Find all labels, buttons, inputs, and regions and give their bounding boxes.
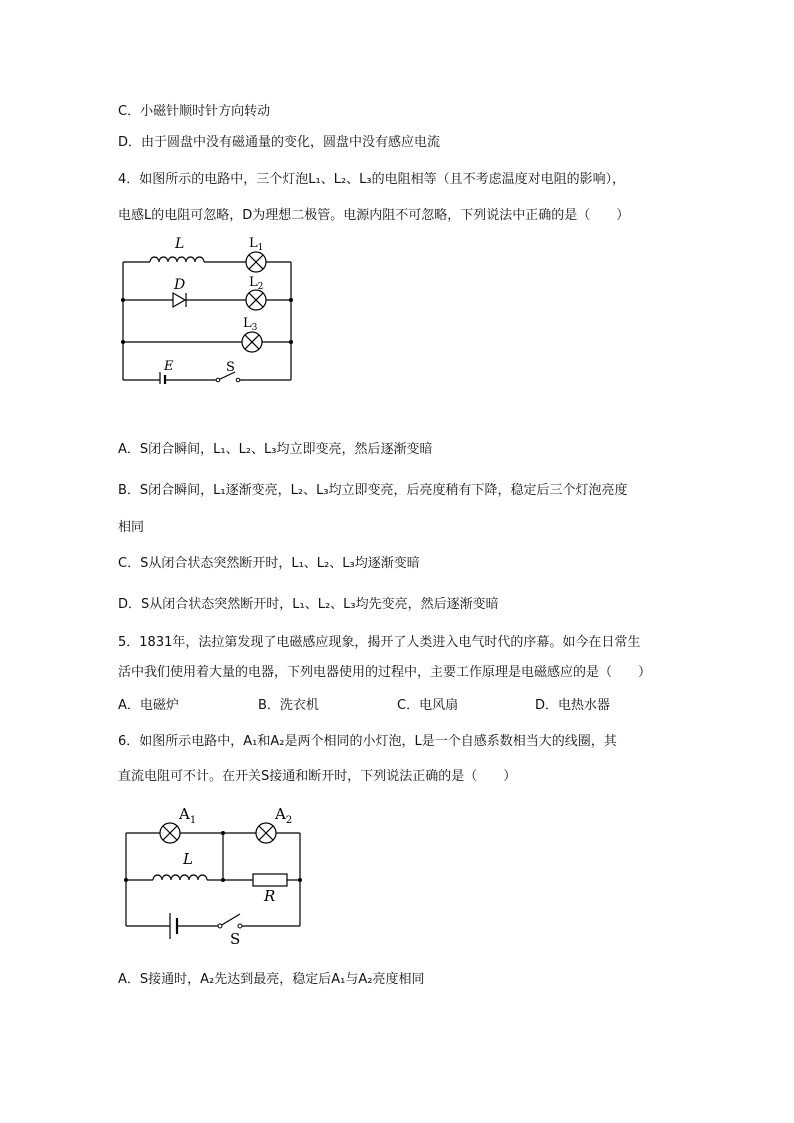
q4-label-lamp3-sub: 3 (251, 323, 258, 333)
q6-circuit-diagram (118, 800, 313, 950)
q6-label-inductor: L (183, 850, 193, 868)
q6-stem-line1: 6．如图所示电路中，A₁和A₂是两个相同的小灯泡，L是一个自感系数相当大的线圈，其 (118, 734, 617, 749)
q4-option-b-line2: 相同 (118, 520, 145, 535)
q6-label-lamp1-sub: 1 (189, 815, 197, 826)
q5-stem-line2: 活中我们使用着大量的电器，下列电器使用的过程中，主要工作原理是电磁感应的是（ ） (118, 665, 652, 680)
svg-text:A1 (178, 805, 196, 826)
q4-option-d: D．S从闭合状态突然断开时，L₁、L₂、L₃均先变亮，然后逐渐变暗 (118, 597, 499, 612)
q6-label-lamp1: A (179, 805, 190, 823)
svg-text:L2 (249, 275, 263, 292)
q4-label-switch: S (226, 360, 235, 375)
q6-label-lamp2: A (275, 805, 286, 823)
q5-stem-line1: 5．1831年，法拉第发现了电磁感应现象，揭开了人类进入电气时代的序幕。如今在日常生 (118, 635, 641, 650)
q6-label-lamp2-sub: 2 (285, 815, 293, 826)
svg-text:A2 (274, 805, 292, 826)
q5-option-b: B．洗衣机 (258, 698, 319, 713)
q4-stem-line1: 4．如图所示的电路中，三个灯泡L₁、L₂、L₃的电阻相等（且不考虑温度对电阻的影响）， (118, 172, 626, 187)
q6-resistor (253, 874, 287, 886)
q4-label-diode: D (174, 277, 186, 293)
q4-option-c: C．S从闭合状态突然断开时，L₁、L₂、L₃均逐渐变暗 (118, 556, 420, 571)
q4-option-a: A．S闭合瞬间，L₁、L₂、L₃均立即变亮，然后逐渐变暗 (118, 442, 433, 457)
q4-label-lamp3: L (243, 316, 252, 331)
q4-stem-line2: 电感L的电阻可忽略，D为理想二极管。电源内阻不可忽略，下列说法中正确的是（ ） (118, 208, 630, 223)
q5-option-d: D．电热水器 (535, 698, 611, 713)
q6-label-resistor: R (264, 887, 276, 905)
q3-option-c: C．小磁针顺时针方向转动 (118, 104, 271, 119)
q4-label-lamp2: L (249, 275, 258, 290)
q4-label-lamp1-sub: 1 (257, 243, 264, 253)
q5-option-c: C．电风扇 (397, 698, 459, 713)
q6-switch-arm (220, 914, 240, 926)
q4-label-battery: E (164, 359, 174, 374)
svg-text:L3 (243, 316, 258, 333)
q6-stem-line2: 直流电阻可不计。在开关S接通和断开时，下列说法正确的是（ ） (118, 769, 517, 784)
q4-label-lamp2-sub: 2 (257, 282, 264, 292)
q6-option-a: A．S接通时，A₂先达到最亮，稳定后A₁与A₂亮度相同 (118, 972, 425, 987)
q4-option-b-line1: B．S闭合瞬间，L₁逐渐变亮，L₂、L₃均立即变亮，后亮度稍有下降，稳定后三个灯泡亮度 (118, 483, 628, 498)
q4-diode (173, 293, 185, 307)
q6-label-switch: S (230, 930, 241, 948)
q6-inductor-coil (153, 875, 207, 880)
q5-option-a: A．电磁炉 (118, 698, 179, 713)
q4-inductor-coil (150, 257, 204, 262)
q4-label-lamp1: L (249, 236, 258, 251)
q4-label-inductor: L (175, 236, 185, 252)
q4-circuit-diagram (118, 232, 298, 384)
q3-option-d: D．由于圆盘中没有磁通量的变化，圆盘中没有感应电流 (118, 135, 441, 150)
svg-text:L1 (249, 236, 263, 253)
